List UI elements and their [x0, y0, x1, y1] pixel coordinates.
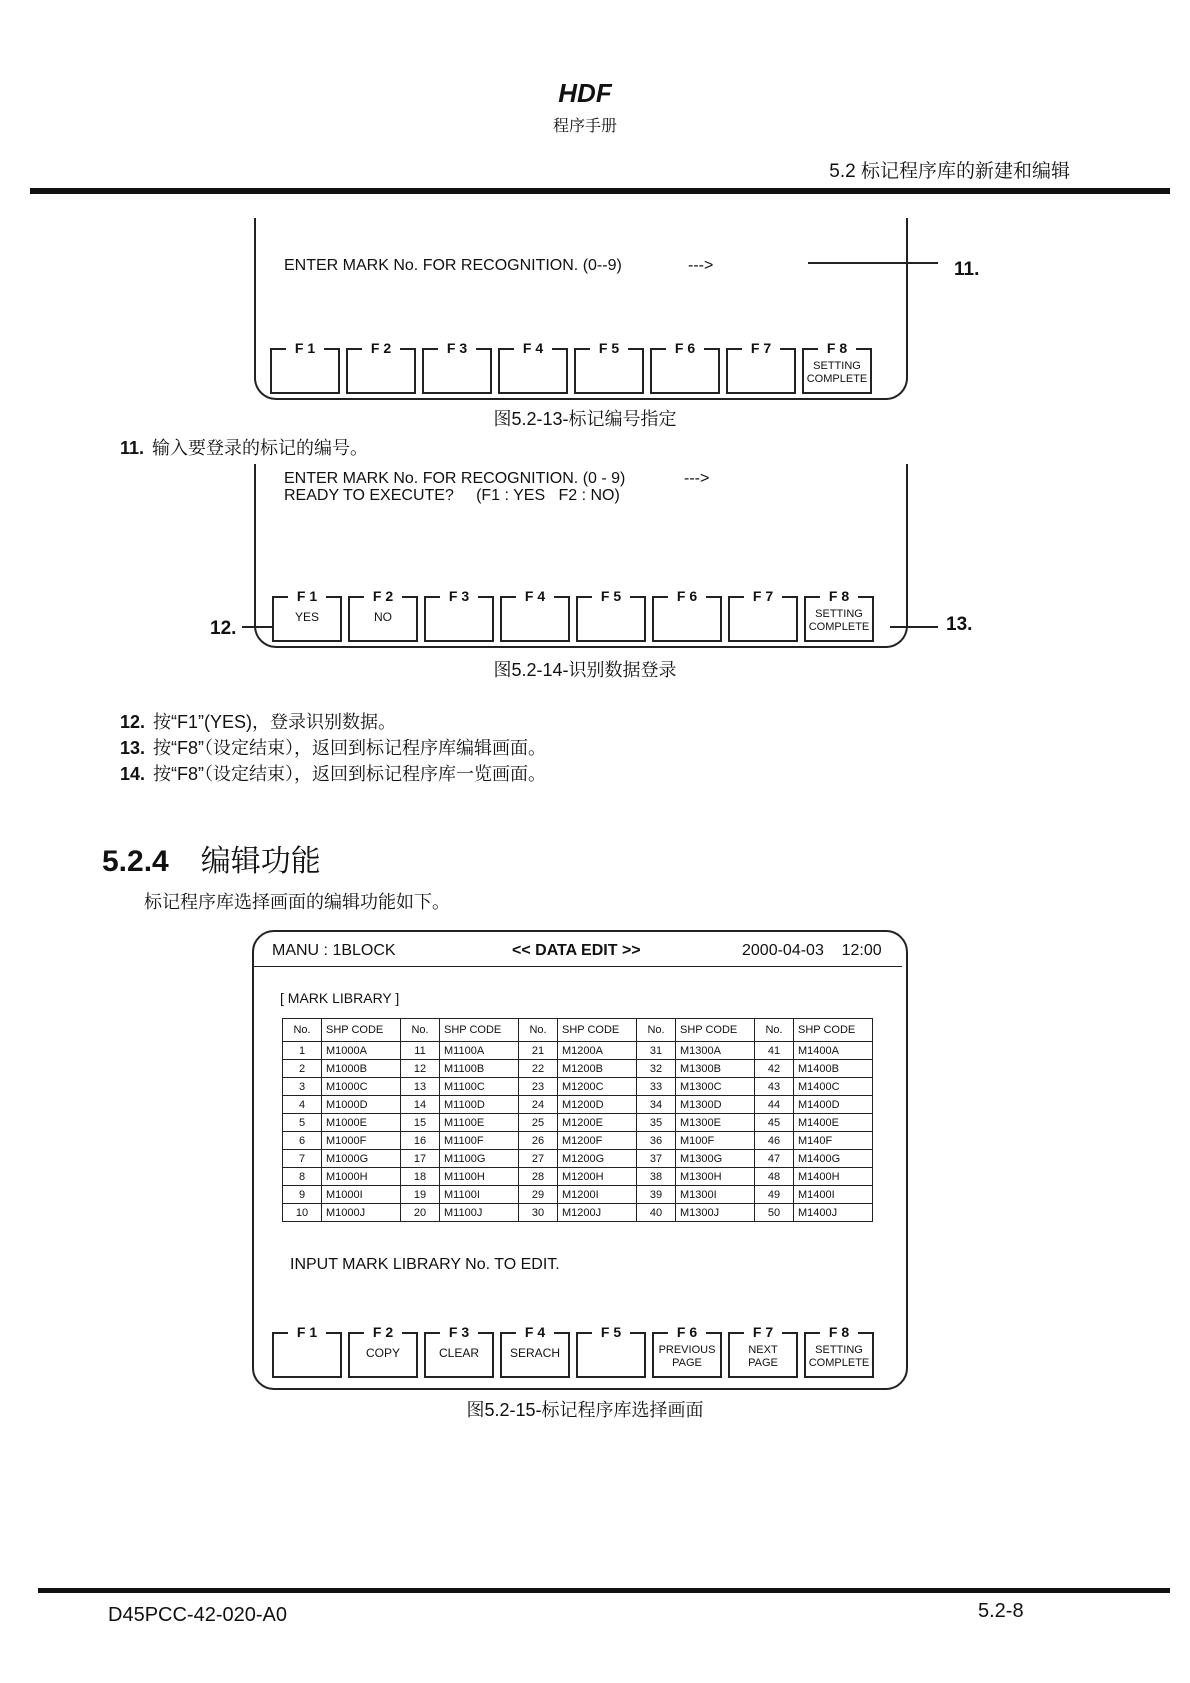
mark-library-table — [282, 1018, 873, 1222]
step-text: 按“F8”（设定结束），返回到标记程序库一览画面。 — [153, 764, 547, 784]
function-key-label: F 6 — [668, 1324, 706, 1340]
shp-code-cell: M1300H — [676, 1168, 755, 1186]
library-number-cell: 24 — [519, 1096, 558, 1114]
function-key-f6[interactable] — [650, 340, 720, 394]
step-13 — [120, 734, 546, 760]
shp-code-cell: M1000C — [322, 1078, 401, 1096]
step-11 — [120, 434, 368, 460]
function-key-caption: PREVIOUS PAGE — [658, 1344, 716, 1369]
function-key-f8[interactable] — [802, 340, 872, 394]
shp-code-cell: M1100E — [440, 1114, 519, 1132]
function-key-f8[interactable] — [804, 1324, 874, 1378]
shp-code-cell: M1200H — [558, 1168, 637, 1186]
library-number-cell: 34 — [637, 1096, 676, 1114]
shp-code-cell: M1100H — [440, 1168, 519, 1186]
table-row[interactable] — [283, 1186, 873, 1204]
function-key-f2[interactable] — [348, 1324, 418, 1378]
table-row[interactable] — [283, 1060, 873, 1078]
shp-code-cell: M1400A — [794, 1042, 873, 1060]
shp-code-cell: M1400H — [794, 1168, 873, 1186]
function-key-f4[interactable] — [500, 1324, 570, 1378]
library-number-cell: 6 — [283, 1132, 322, 1150]
shp-code-cell: M1300E — [676, 1114, 755, 1132]
shp-code-cell: M1400G — [794, 1150, 873, 1168]
shp-code-cell: M1200B — [558, 1060, 637, 1078]
table-row[interactable] — [283, 1078, 873, 1096]
shp-code-cell: M1300D — [676, 1096, 755, 1114]
library-number-cell: 29 — [519, 1186, 558, 1204]
step-number: 11. — [120, 438, 145, 458]
library-number-cell: 4 — [283, 1096, 322, 1114]
table-row[interactable] — [283, 1042, 873, 1060]
shp-code-cell: M1200J — [558, 1204, 637, 1222]
shp-code-cell: M1300B — [676, 1060, 755, 1078]
step-12 — [120, 708, 396, 734]
col-shp-code: SHP CODE — [676, 1019, 755, 1042]
library-number-cell: 9 — [283, 1186, 322, 1204]
function-key-f6[interactable] — [652, 588, 722, 642]
function-key-f8[interactable] — [804, 588, 874, 642]
function-key-f2[interactable] — [348, 588, 418, 642]
shp-code-cell: M1400C — [794, 1078, 873, 1096]
shp-code-cell: M1300A — [676, 1042, 755, 1060]
footer-rule — [38, 1588, 1170, 1593]
shp-code-cell: M1100G — [440, 1150, 519, 1168]
function-key-caption: CLEAR — [438, 1346, 479, 1360]
function-key-caption: COPY — [365, 1346, 400, 1360]
library-number-cell: 39 — [637, 1186, 676, 1204]
library-number-cell: 5 — [283, 1114, 322, 1132]
function-key-label: F 5 — [592, 588, 630, 604]
col-shp-code: SHP CODE — [322, 1019, 401, 1042]
step-text: 按“F1”(YES)，登录识别数据。 — [153, 712, 397, 732]
col-shp-code: SHP CODE — [440, 1019, 519, 1042]
library-number-cell: 3 — [283, 1078, 322, 1096]
shp-code-cell: M1300J — [676, 1204, 755, 1222]
col-no: No. — [401, 1019, 440, 1042]
function-key-f4[interactable] — [500, 588, 570, 642]
shp-code-cell: M1400B — [794, 1060, 873, 1078]
function-key-label: F 5 — [592, 1324, 630, 1340]
library-number-cell: 16 — [401, 1132, 440, 1150]
library-number-cell: 12 — [401, 1060, 440, 1078]
step-text: 按“F8”（设定结束），返回到标记程序库编辑画面。 — [153, 738, 547, 758]
library-number-cell: 7 — [283, 1150, 322, 1168]
shp-code-cell: M1000J — [322, 1204, 401, 1222]
library-number-cell: 50 — [755, 1204, 794, 1222]
figure-caption: 图5.2-15-标记程序库选择画面 — [466, 1400, 704, 1420]
function-key-f7[interactable] — [728, 1324, 798, 1378]
library-number-cell: 43 — [755, 1078, 794, 1096]
shp-code-cell: M1100C — [440, 1078, 519, 1096]
library-number-cell: 36 — [637, 1132, 676, 1150]
function-key-f4[interactable] — [498, 340, 568, 394]
function-key-label: F 1 — [286, 340, 324, 356]
library-number-cell: 49 — [755, 1186, 794, 1204]
function-key-label: F 2 — [362, 340, 400, 356]
shp-code-cell: M1000A — [322, 1042, 401, 1060]
shp-code-cell: M1300C — [676, 1078, 755, 1096]
function-key-f6[interactable] — [652, 1324, 722, 1378]
library-title: [ MARK LIBRARY ] — [280, 990, 400, 1006]
edit-prompt: INPUT MARK LIBRARY No. TO EDIT. — [290, 1256, 560, 1273]
library-number-cell: 2 — [283, 1060, 322, 1078]
library-number-cell: 11 — [401, 1042, 440, 1060]
shp-code-cell: M100F — [676, 1132, 755, 1150]
shp-code-cell: M1000B — [322, 1060, 401, 1078]
function-key-label: F 7 — [742, 340, 780, 356]
library-number-cell: 8 — [283, 1168, 322, 1186]
shp-code-cell: M1200D — [558, 1096, 637, 1114]
callout-line — [808, 262, 938, 264]
library-number-cell: 48 — [755, 1168, 794, 1186]
prompt-arrow: ---> — [688, 257, 714, 274]
col-no: No. — [755, 1019, 794, 1042]
section-header: 5.2 标记程序库的新建和编辑 — [829, 161, 1070, 182]
library-number-cell: 14 — [401, 1096, 440, 1114]
status-divider — [254, 966, 902, 967]
function-key-label: F 3 — [438, 340, 476, 356]
function-key-caption: SETTING COMPLETE — [806, 360, 868, 385]
shp-code-cell: M1300G — [676, 1150, 755, 1168]
function-key-f3[interactable] — [422, 340, 492, 394]
function-key-caption: SETTING COMPLETE — [808, 608, 870, 633]
callout-11: 11. — [954, 259, 980, 280]
shp-code-cell: M1100A — [440, 1042, 519, 1060]
shp-code-cell: M1100F — [440, 1132, 519, 1150]
function-key-f5[interactable] — [576, 1324, 646, 1378]
function-key-label: F 3 — [440, 588, 478, 604]
shp-code-cell: M1000E — [322, 1114, 401, 1132]
function-key-label: F 6 — [668, 588, 706, 604]
function-key-f3[interactable] — [424, 1324, 494, 1378]
page-number: 5.2-8 — [978, 1600, 1024, 1622]
library-number-cell: 1 — [283, 1042, 322, 1060]
function-key-f1[interactable] — [272, 1324, 342, 1378]
status-datetime: 2000-04-03 12:00 — [742, 942, 882, 959]
shp-code-cell: M1200A — [558, 1042, 637, 1060]
function-key-label: F 5 — [590, 340, 628, 356]
col-no: No. — [637, 1019, 676, 1042]
table-row[interactable] — [283, 1114, 873, 1132]
table-row[interactable] — [283, 1204, 873, 1222]
table-row[interactable] — [283, 1150, 873, 1168]
callout-line — [242, 626, 274, 628]
library-number-cell: 19 — [401, 1186, 440, 1204]
function-keys — [272, 1324, 874, 1378]
function-key-label: F 6 — [666, 340, 704, 356]
library-number-cell: 26 — [519, 1132, 558, 1150]
library-number-cell: 44 — [755, 1096, 794, 1114]
function-key-label: F 4 — [516, 1324, 554, 1340]
step-number: 12. — [120, 712, 146, 732]
status-mode: MANU : 1BLOCK — [272, 942, 396, 959]
section-intro: 标记程序库选择画面的编辑功能如下。 — [144, 892, 450, 912]
function-key-f7[interactable] — [728, 588, 798, 642]
shp-code-cell: M1100I — [440, 1186, 519, 1204]
table-header-row — [283, 1019, 873, 1042]
function-keys — [270, 340, 872, 394]
section-title: 编辑功能 — [200, 845, 321, 878]
function-key-f5[interactable] — [574, 340, 644, 394]
figure-caption: 图5.2-14-识别数据登录 — [493, 660, 677, 680]
manual-subtitle: 程序手册 — [552, 118, 617, 135]
function-key-label: F 8 — [818, 340, 856, 356]
shp-code-cell: M1400D — [794, 1096, 873, 1114]
function-key-label: F 8 — [820, 1324, 858, 1340]
section-number: 5.2.4 — [102, 845, 169, 878]
library-number-cell: 40 — [637, 1204, 676, 1222]
library-number-cell: 20 — [401, 1204, 440, 1222]
function-key-f2[interactable] — [346, 340, 416, 394]
shp-code-cell: M1300I — [676, 1186, 755, 1204]
library-number-cell: 30 — [519, 1204, 558, 1222]
execute-prompt: READY TO EXECUTE? (F1 : YES F2 : NO) — [284, 487, 620, 504]
function-keys — [272, 588, 874, 642]
library-number-cell: 18 — [401, 1168, 440, 1186]
mark-number-prompt: ENTER MARK No. FOR RECOGNITION. (0--9) — [284, 257, 622, 274]
table-row[interactable] — [283, 1096, 873, 1114]
shp-code-cell: M1400I — [794, 1186, 873, 1204]
shp-code-cell: M1000H — [322, 1168, 401, 1186]
table-row[interactable] — [283, 1168, 873, 1186]
function-key-f1[interactable] — [270, 340, 340, 394]
library-number-cell: 35 — [637, 1114, 676, 1132]
library-number-cell: 32 — [637, 1060, 676, 1078]
shp-code-cell: M1000G — [322, 1150, 401, 1168]
library-number-cell: 46 — [755, 1132, 794, 1150]
step-14 — [120, 760, 546, 786]
shp-code-cell: M140F — [794, 1132, 873, 1150]
function-key-f7[interactable] — [726, 340, 796, 394]
status-screen-title: << DATA EDIT >> — [512, 942, 641, 959]
function-key-f5[interactable] — [576, 588, 646, 642]
shp-code-cell: M1100B — [440, 1060, 519, 1078]
function-key-label: F 3 — [440, 1324, 478, 1340]
col-no: No. — [519, 1019, 558, 1042]
library-number-cell: 31 — [637, 1042, 676, 1060]
function-key-caption: YES — [294, 610, 319, 624]
step-number: 14. — [120, 764, 146, 784]
shp-code-cell: M1000D — [322, 1096, 401, 1114]
function-key-label: F 4 — [514, 340, 552, 356]
function-key-f1[interactable] — [272, 588, 342, 642]
function-key-caption: SERACH — [509, 1346, 560, 1360]
library-number-cell: 28 — [519, 1168, 558, 1186]
function-key-label: F 1 — [288, 1324, 326, 1340]
shp-code-cell: M1200F — [558, 1132, 637, 1150]
library-number-cell: 17 — [401, 1150, 440, 1168]
shp-code-cell: M1200I — [558, 1186, 637, 1204]
function-key-f3[interactable] — [424, 588, 494, 642]
library-number-cell: 42 — [755, 1060, 794, 1078]
document-code: D45PCC-42-020-A0 — [108, 1604, 287, 1626]
library-number-cell: 37 — [637, 1150, 676, 1168]
recognition-prompt: ENTER MARK No. FOR RECOGNITION. (0 - 9) — [284, 470, 626, 487]
table-row[interactable] — [283, 1132, 873, 1150]
function-key-label: F 2 — [364, 1324, 402, 1340]
library-number-cell: 41 — [755, 1042, 794, 1060]
library-number-cell: 25 — [519, 1114, 558, 1132]
callout-12: 12. — [210, 618, 237, 639]
library-number-cell: 10 — [283, 1204, 322, 1222]
col-shp-code: SHP CODE — [558, 1019, 637, 1042]
library-number-cell: 47 — [755, 1150, 794, 1168]
shp-code-cell: M1400J — [794, 1204, 873, 1222]
library-number-cell: 45 — [755, 1114, 794, 1132]
figure-caption: 图5.2-13-标记编号指定 — [493, 409, 677, 429]
function-key-label: F 8 — [820, 588, 858, 604]
library-number-cell: 15 — [401, 1114, 440, 1132]
shp-code-cell: M1400E — [794, 1114, 873, 1132]
callout-line — [890, 626, 938, 628]
function-key-label: F 4 — [516, 588, 554, 604]
brand-logo: HDF — [558, 78, 612, 108]
library-number-cell: 33 — [637, 1078, 676, 1096]
shp-code-cell: M1000I — [322, 1186, 401, 1204]
function-key-label: F 2 — [364, 588, 402, 604]
callout-13: 13. — [946, 614, 973, 635]
function-key-caption: SETTING COMPLETE — [808, 1344, 870, 1369]
shp-code-cell: M1200C — [558, 1078, 637, 1096]
col-shp-code: SHP CODE — [794, 1019, 873, 1042]
library-number-cell: 22 — [519, 1060, 558, 1078]
library-number-cell: 13 — [401, 1078, 440, 1096]
col-no: No. — [283, 1019, 322, 1042]
library-number-cell: 27 — [519, 1150, 558, 1168]
prompt-arrow: ---> — [684, 470, 710, 487]
function-key-caption: NEXT PAGE — [748, 1344, 778, 1369]
library-number-cell: 21 — [519, 1042, 558, 1060]
section-heading — [102, 836, 321, 880]
step-number: 13. — [120, 738, 146, 758]
shp-code-cell: M1100D — [440, 1096, 519, 1114]
function-key-label: F 7 — [744, 588, 782, 604]
library-number-cell: 38 — [637, 1168, 676, 1186]
library-number-cell: 23 — [519, 1078, 558, 1096]
header-rule — [30, 188, 1170, 194]
function-key-label: F 7 — [744, 1324, 782, 1340]
shp-code-cell: M1200E — [558, 1114, 637, 1132]
function-key-caption: NO — [374, 610, 392, 624]
step-text: 输入要登录的标记的编号。 — [152, 438, 369, 458]
shp-code-cell: M1200G — [558, 1150, 637, 1168]
function-key-label: F 1 — [288, 588, 326, 604]
shp-code-cell: M1000F — [322, 1132, 401, 1150]
shp-code-cell: M1100J — [440, 1204, 519, 1222]
